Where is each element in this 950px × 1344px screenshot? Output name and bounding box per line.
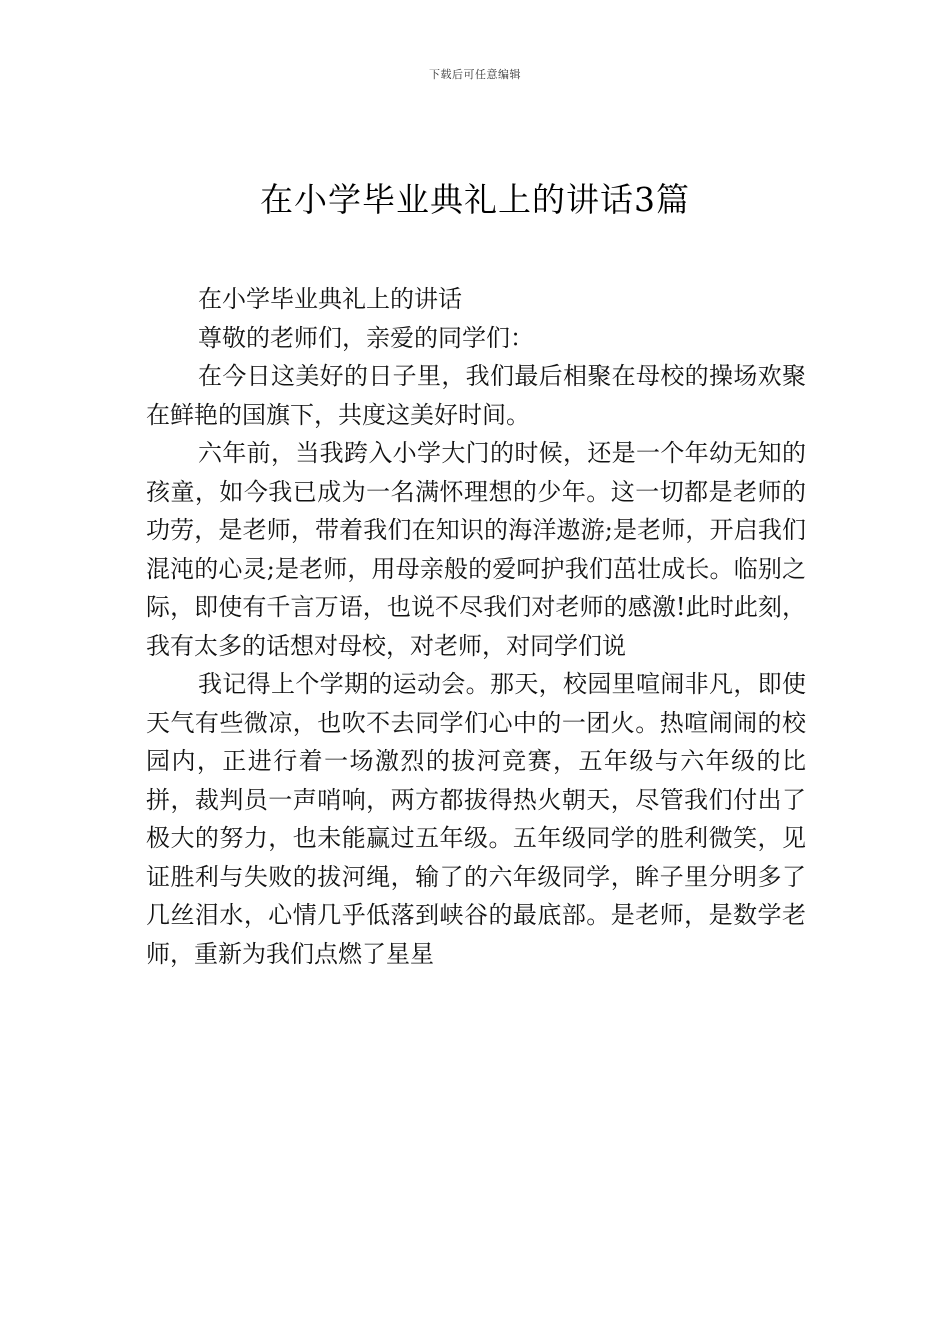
paragraph: 在今日这美好的日子里，我们最后相聚在母校的操场欢聚在鲜艳的国旗下，共度这美好时间。: [146, 362, 806, 429]
paragraph-salutation: 尊敬的老师们，亲爱的同学们：: [198, 323, 534, 352]
document-body: [146, 280, 806, 973]
paragraph-subtitle: 在小学毕业典礼上的讲话: [198, 285, 462, 313]
paragraph: 六年前，当我跨入小学大门的时候，还是一个年幼无知的孩童，如今我已成为一名满怀理想的少年。这一切都是老师的功劳，是老师，带着我们在知识的海洋遨游;是老师，开启我们混沌的心灵;是老师，用母亲般的爱呵护我们茁壮成长。临别之际，即使有千言万语，也说不尽我们对老师的感激!此时此刻，我有太多的话想对母校，对老师，对同学们说: [146, 439, 806, 660]
document-title: 在小学毕业典礼上的讲话3篇: [260, 180, 690, 219]
paragraph: 我记得上个学期的运动会。那天，校园里喧闹非凡，即使天气有些微凉，也吹不去同学们心中的一团火。热喧闹闹的校园内，正进行着一场激烈的拔河竞赛，五年级与六年级的比拼，裁判员一声哨响，两方都拔得热火朝天，尽管我们付出了极大的努力，也未能赢过五年级。五年级同学的胜利微笑，见证胜利与失败的拔河绳，输了的六年级同学，眸子里分明多了几丝泪水，心情几乎低落到峡谷的最底部。是老师，是数学老师，重新为我们点燃了星星: [146, 670, 806, 968]
header-note: 下载后可任意编辑: [429, 68, 521, 81]
